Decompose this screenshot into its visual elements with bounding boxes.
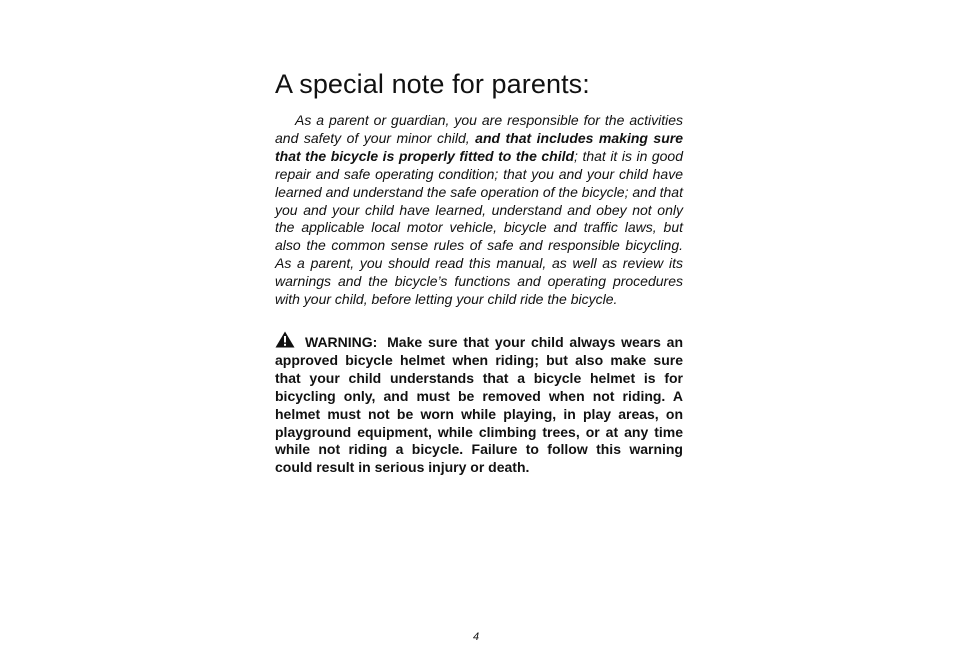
parent-note-paragraph — [275, 112, 683, 309]
warning-paragraph — [275, 331, 683, 477]
intro-emphasis: and that includes making sure that the bicycle is properly fitted to the child — [275, 129, 683, 164]
intro-text-part-1: As a parent or guardian, you are responsible for the activities and safety of your minor child, — [275, 112, 683, 146]
page-title: A special note for parents: — [275, 69, 590, 99]
warning-label: WARNING: — [305, 333, 378, 350]
page-number: 4 — [472, 631, 480, 643]
warning-triangle-icon — [275, 331, 295, 348]
intro-text-part-2: ; that it is in good repair and safe operating condition; that you and your child have learned and understand the safe operation of the bicycle; and that you and your child have learned, understand and obey not only the applicable local motor vehicle, bicycle and traffic laws, but also the common sense rules of safe and responsible bicycling. As a parent, you should read this manual, as well as review its warnings and the bicycle’s functions and operating procedures with your child, before letting your child ride the bicycle. — [275, 147, 684, 308]
page-content — [275, 66, 683, 477]
warning-text: Make sure that your child always wears an approved bicycle helmet when riding; but also make sure that your child understands that a bicycle helmet is for bicycling only, and must be removed when not riding. A helmet must not be worn while playing, in play areas, on playground equipment, while climbing trees, or at any time while not riding a bicycle. Failure to follow this warning could result in serious injury or death. — [275, 333, 683, 476]
